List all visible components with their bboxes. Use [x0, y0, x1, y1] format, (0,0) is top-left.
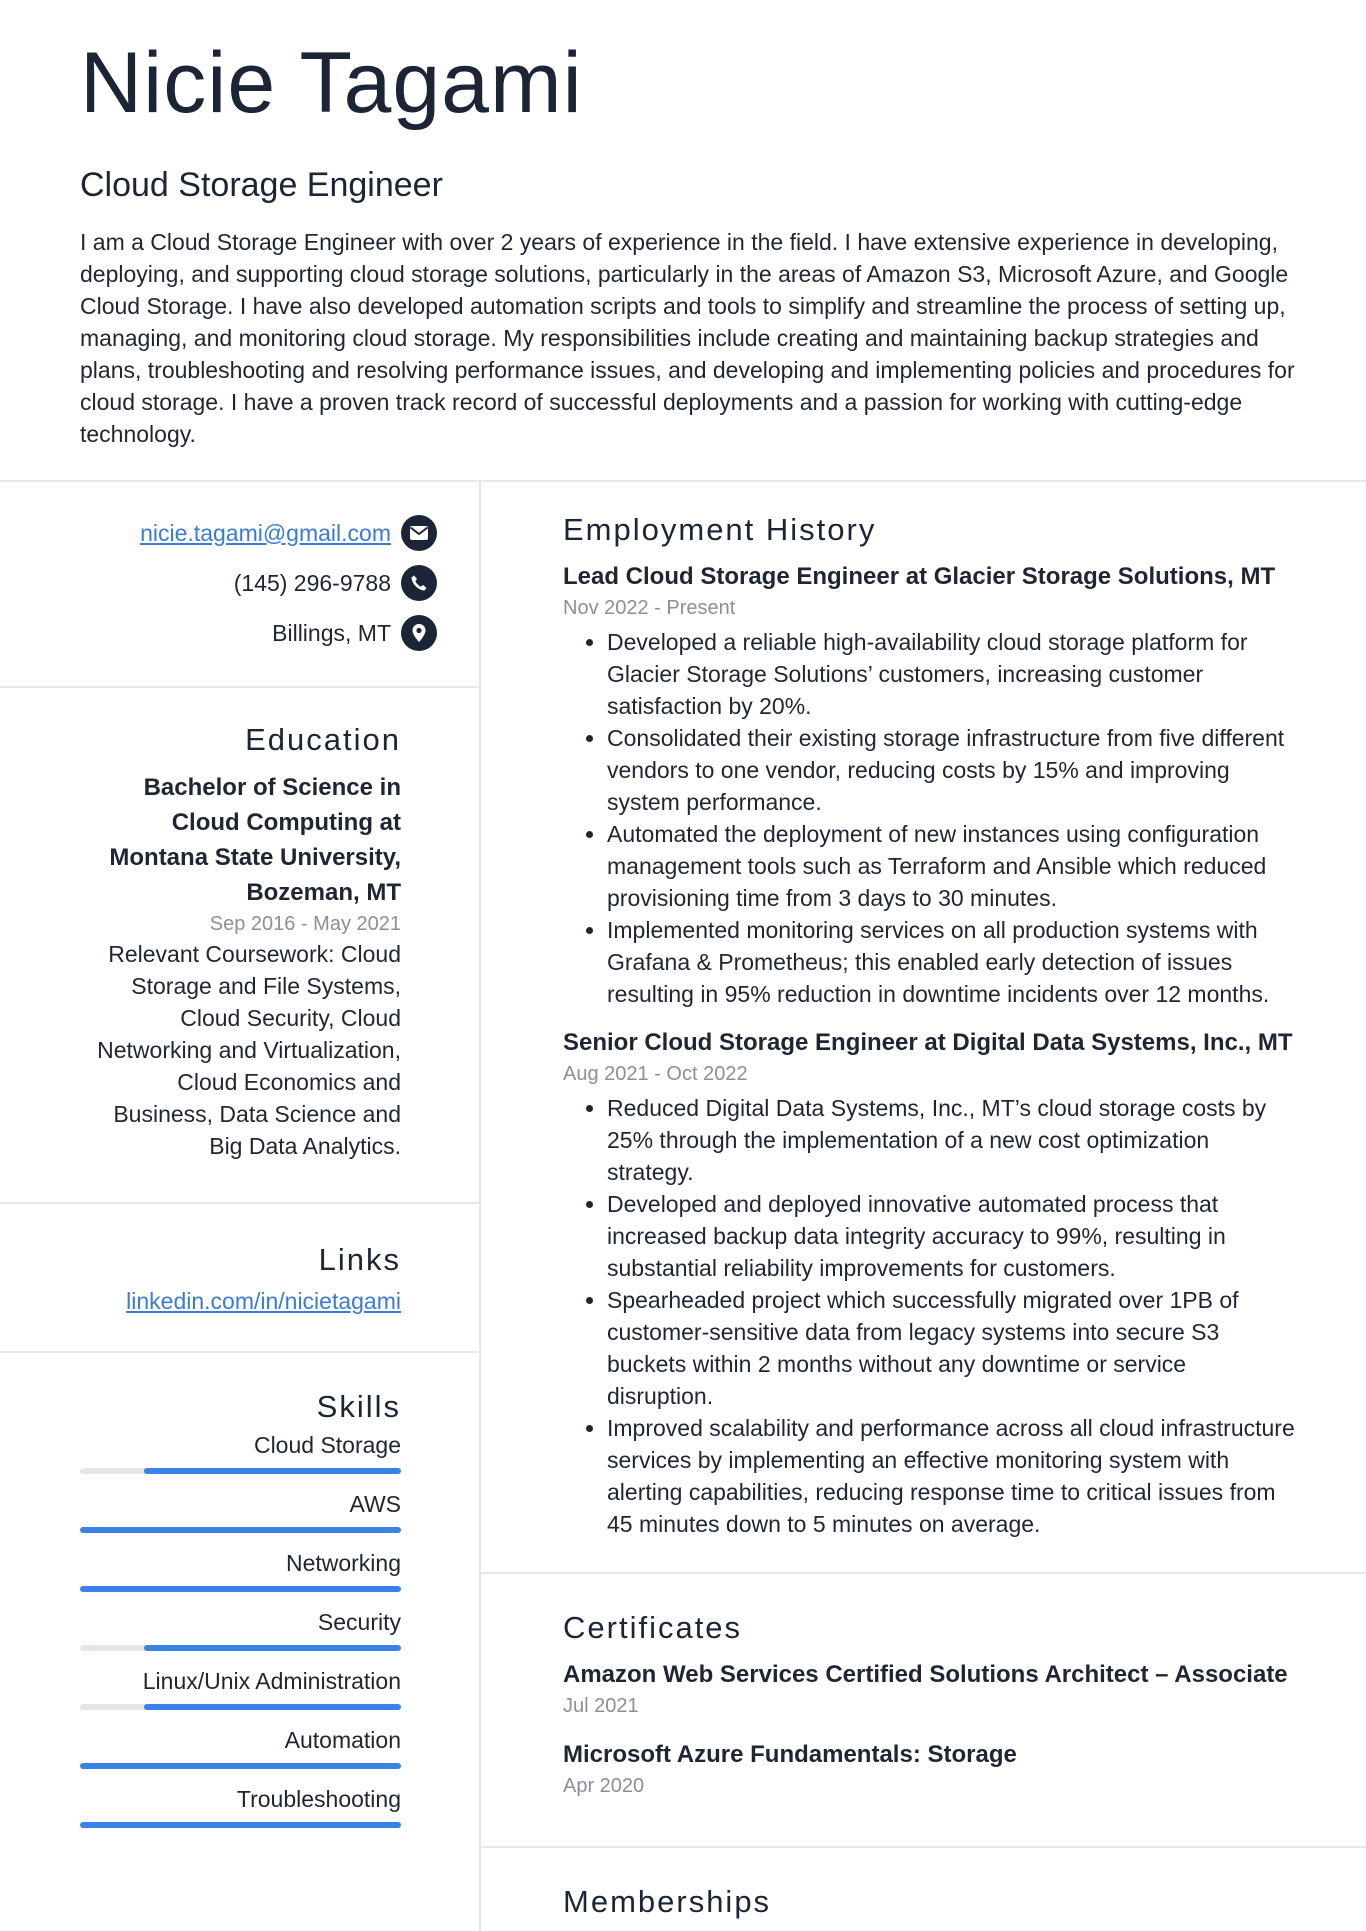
education-section: [0, 688, 479, 1204]
envelope-icon: [401, 515, 437, 551]
skill-item: [0, 1547, 401, 1592]
skill-item: [0, 1783, 401, 1828]
employment-heading: Employment History: [563, 512, 877, 547]
skill-name: Linux/Unix Administration: [142, 1668, 401, 1694]
job-bullet: • Implemented monitoring services on all production systems with Grafana & Prometheus; this enabled early detection of issues resulting in 95% reduction in downtime incidents over 12 months.: [607, 914, 1306, 1010]
skill-name: Cloud Storage: [253, 1432, 401, 1458]
skill-level-fill: [80, 1763, 401, 1769]
job-bullet: • Developed a reliable high-availability cloud storage platform for Glacier Storage Solutions’ customers, increasing customer satisfaction by 20%.: [607, 626, 1306, 722]
skill-name: AWS: [349, 1491, 401, 1517]
job-bullet: • Improved scalability and performance across all cloud infrastructure services by implementing an effective monitoring system with alerting capabilities, reducing response time to critical issues from 45 minutes down to 5 minutes on average.: [607, 1412, 1306, 1540]
phone-number: (145) 296-9788: [233, 569, 391, 596]
certificate-title: Microsoft Azure Fundamentals: Storage: [563, 1741, 1017, 1768]
skill-item: [0, 1724, 401, 1769]
phone-icon: [401, 565, 437, 601]
education-heading: Education: [245, 722, 401, 757]
skill-level-bar: [80, 1822, 401, 1828]
job-bullets: [563, 1092, 1306, 1540]
skills-heading: Skills: [316, 1389, 401, 1424]
skill-item: [0, 1665, 401, 1710]
skill-level-fill: [144, 1468, 401, 1474]
location-pin-icon: [401, 615, 437, 651]
skill-name: Security: [317, 1609, 401, 1635]
contact-email-row: [0, 508, 401, 558]
job-title: Cloud Storage Engineer: [80, 166, 443, 204]
job-bullet: • Automated the deployment of new instances using configuration management tools such as Terraform and Ansible which reduced provisioning time from 3 days to 30 minutes.: [607, 818, 1306, 914]
skill-item: [0, 1429, 401, 1474]
certificates-section: [481, 1574, 1366, 1848]
profile-summary: I am a Cloud Storage Engineer with over 2 years of experience in the field. I have extensive experience in developing, deploying, and supporting cloud storage solutions, particularly in the areas of Amazon S3, Microsoft Azure, and Google Cloud Storage. I have also developed automation scripts and tools to simplify and streamline the process of setting up, managing, and monitoring cloud storage. My responsibilities include creating and maintaining backup strategies and plans, troubleshooting and resolving performance issues, and developing and implementing policies and procedures for cloud storage. I have a proven track record of successful deployments and a passion for working with cutting-edge technology.: [80, 229, 1295, 447]
skill-item: [0, 1606, 401, 1651]
job-entry-title: Senior Cloud Storage Engineer at Digital Data Systems, Inc., MT: [563, 1029, 1293, 1056]
skill-level-fill: [80, 1527, 401, 1533]
skill-level-bar: [80, 1527, 401, 1533]
skill-name: Automation: [284, 1727, 401, 1753]
education-dates: Sep 2016 - May 2021: [209, 913, 401, 935]
skills-section: [0, 1353, 479, 1868]
job-bullet: • Developed and deployed innovative automated process that increased backup data integrity accuracy to 99%, resulting in substantial reliability improvements for customers.: [607, 1188, 1306, 1284]
contact-location-row: [0, 608, 401, 658]
certificate-entry: [563, 1738, 1306, 1800]
left-column: [0, 482, 479, 1868]
job-entry: [563, 1026, 1306, 1540]
job-entry: [563, 560, 1306, 1010]
education-description: Relevant Coursework: Cloud Storage and File Systems, Cloud Security, Cloud Networking and Virtualization, Cloud Economics and Business, Data Science and Big Data Analytics.: [97, 941, 401, 1159]
candidate-name: Nicie Tagami: [80, 35, 583, 131]
job-bullets: [563, 626, 1306, 1010]
certificate-title: Amazon Web Services Certified Solutions Architect – Associate: [563, 1661, 1288, 1688]
certificate-date: Apr 2020: [563, 1775, 645, 1797]
job-bullet: • Reduced Digital Data Systems, Inc., MT’s cloud storage costs by 25% through the implementation of a new cost optimization strategy.: [607, 1092, 1306, 1188]
skill-level-bar: [80, 1763, 401, 1769]
resume-header: [0, 0, 1366, 450]
skill-level-bar: [80, 1645, 401, 1651]
location-text: Billings, MT: [272, 619, 391, 646]
employment-section: [481, 482, 1366, 1574]
job-bullet: • Consolidated their existing storage infrastructure from five different vendors to one vendor, reducing costs by 15% and improving system performance.: [607, 722, 1306, 818]
job-entry-dates: Aug 2021 - Oct 2022: [563, 1063, 748, 1085]
degree-title: Bachelor of Science in Cloud Computing at Montana State University, Bozeman, MT: [109, 774, 401, 906]
contact-section: [0, 482, 479, 688]
job-entry-dates: Nov 2022 - Present: [563, 597, 736, 619]
links-section: [0, 1204, 479, 1353]
certificate-entry: [563, 1658, 1306, 1720]
skill-level-fill: [80, 1586, 401, 1592]
right-column: [481, 482, 1366, 1920]
skill-name: Troubleshooting: [236, 1786, 401, 1812]
job-bullet: • Spearheaded project which successfully migrated over 1PB of customer-sensitive data from legacy systems into secure S3 buckets within 2 months without any downtime or service disruption.: [607, 1284, 1306, 1412]
skill-level-fill: [80, 1822, 401, 1828]
job-entry-title: Lead Cloud Storage Engineer at Glacier Storage Solutions, MT: [563, 563, 1276, 590]
skill-level-fill: [144, 1645, 401, 1651]
email-link[interactable]: nicie.tagami@gmail.com: [140, 519, 391, 546]
skill-level-bar: [80, 1586, 401, 1592]
linkedin-link[interactable]: linkedin.com/in/nicietagami: [126, 1288, 401, 1314]
links-heading: Links: [318, 1242, 401, 1277]
skill-level-bar: [80, 1468, 401, 1474]
contact-phone-row: [0, 558, 401, 608]
skill-level-bar: [80, 1704, 401, 1710]
certificates-heading: Certificates: [563, 1610, 743, 1645]
skill-item: [0, 1488, 401, 1533]
memberships-heading: Memberships: [563, 1884, 772, 1919]
memberships-section: [481, 1848, 1366, 1920]
skill-level-fill: [144, 1704, 401, 1710]
skill-name: Networking: [285, 1550, 401, 1576]
certificate-date: Jul 2021: [563, 1695, 639, 1717]
